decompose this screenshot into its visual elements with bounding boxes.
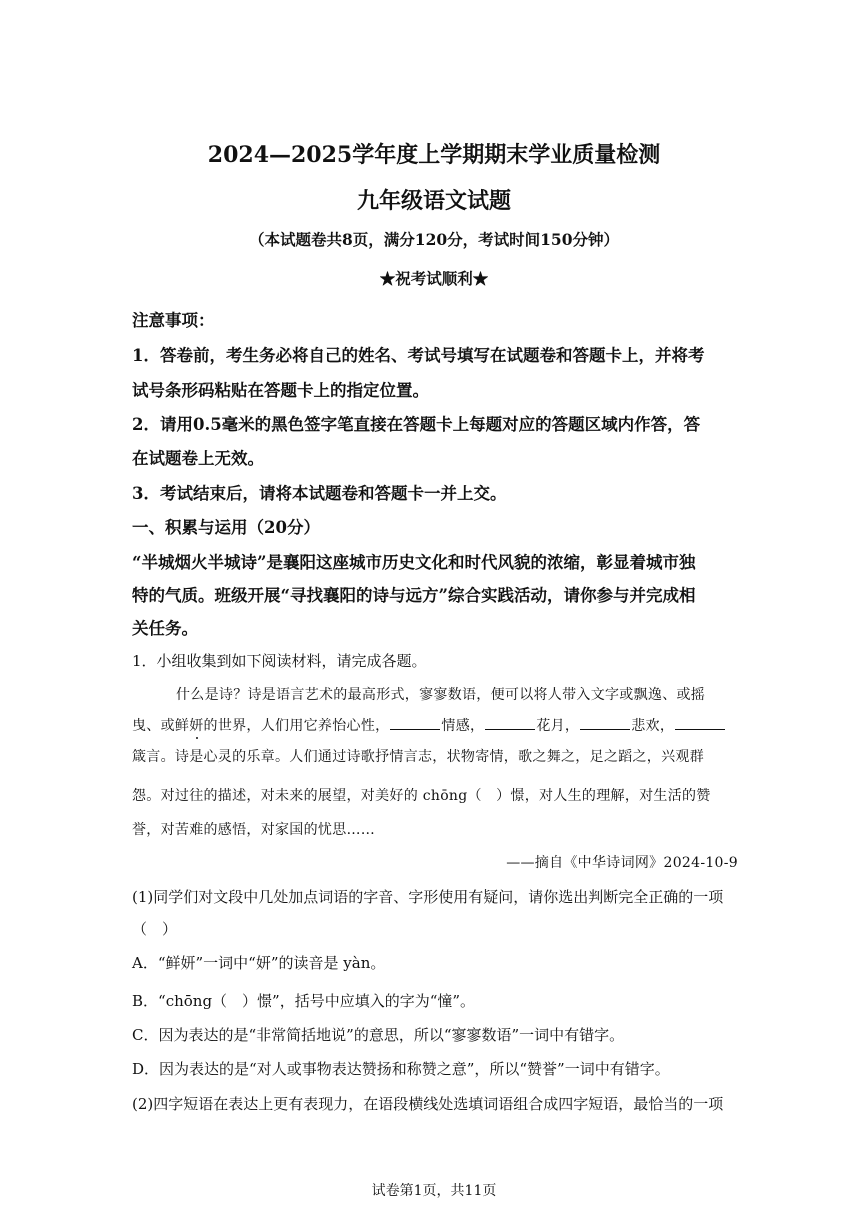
material-line-1: 什么是诗？诗是语言艺术的最高形式，寥寥数语，便可以将人带入文字或飘逸、或摇 (176, 687, 706, 703)
material-line-2 (132, 715, 726, 735)
exam-subtitle: 九年级语文试题 (356, 188, 511, 214)
material-line-3: 箴言。诗是心灵的乐章。人们通过诗歌抒情言志，状物寄情，歌之舞之，足之蹈之，兴观群 (132, 749, 704, 765)
page-footer: 试卷第1页，共11页 (371, 1183, 497, 1199)
notice-item-2-line-1: 2．请用0.5毫米的黑色签字笔直接在答题卡上每题对应的答题区域内作答，答 (132, 415, 701, 434)
notice-heading: 注意事项： (132, 311, 215, 330)
notice-item-1-line-1: 1．答卷前，考生务必将自己的姓名、考试号填写在试题卷和答题卡上，并将考 (132, 346, 705, 365)
material-line-2-part-b: 的世界，人们用它养怡心性， (203, 718, 390, 734)
sub-question-1-stem-line-2: （ ） (132, 920, 178, 938)
fill-blank-3 (580, 715, 630, 730)
fill-blank-1 (390, 715, 440, 730)
material-line-2-part-a: 曳、或鲜 (132, 718, 190, 734)
section-1-intro-line-3: 关任务。 (132, 619, 198, 638)
material-line-2-part-c: 情感， (441, 718, 485, 734)
fill-blank-4 (675, 715, 725, 730)
exam-info: （本试题卷共8页，满分120分，考试时间150分钟） (249, 230, 619, 249)
section-1-intro-line-1: “半城烟火半城诗”是襄阳这座城市历史文化和时代风貌的浓缩，彰显着城市独 (132, 553, 696, 572)
material-line-2-part-d: 花月， (536, 718, 580, 734)
sub-question-1-stem-line-1: (1)同学们对文段中几处加点词语的字音、字形使用有疑问，请你选出判断完全正确的一项 (132, 888, 724, 906)
notice-item-1-line-2: 试号条形码粘贴在答题卡上的指定位置。 (132, 381, 429, 400)
notice-item-3: 3．考试结束后，请将本试题卷和答题卡一并上交。 (132, 484, 507, 503)
exam-wish: ★祝考试顺利★ (379, 269, 489, 288)
section-1-intro-line-2: 特的气质。班级开展“寻找襄阳的诗与远方”综合实践活动，请你参与并完成相 (132, 586, 696, 605)
dotted-character: 妍 (189, 718, 204, 734)
option-a: A．“鲜妍”一词中“妍”的读音是 yàn。 (132, 954, 386, 972)
question-1-stem: 1．小组收集到如下阅读材料，请完成各题。 (132, 652, 427, 670)
exam-title: 2024—2025学年度上学期期末学业质量检测 (207, 142, 661, 168)
option-d: D．因为表达的是“对人或事物表达赞扬和称赞之意”，所以“赞誉”一词中有错字。 (132, 1060, 670, 1078)
material-source: ——摘自《中华诗词网》2024-10-9 (506, 855, 738, 871)
material-line-4: 怨。对过往的描述，对未来的展望，对美好的 chōng（ ）憬，对人生的理解，对生活的赞 (132, 788, 711, 804)
notice-item-2-line-2: 在试题卷上无效。 (132, 449, 264, 468)
option-c: C．因为表达的是“非常简括地说”的意思，所以“寥寥数语”一词中有错字。 (132, 1026, 625, 1044)
section-1-heading: 一、积累与运用（20分） (132, 518, 320, 537)
option-b: B．“chōng（ ）憬”，括号中应填入的字为“憧”。 (132, 992, 476, 1010)
material-line-2-part-e: 悲欢， (631, 718, 675, 734)
sub-question-2-stem-line-1: (2)四字短语在表达上更有表现力，在语段横线处选填词语组合成四字短语，最恰当的一项 (132, 1095, 724, 1113)
fill-blank-2 (485, 715, 535, 730)
material-line-5: 誉，对苦难的感悟，对家国的忧思…… (132, 822, 376, 838)
